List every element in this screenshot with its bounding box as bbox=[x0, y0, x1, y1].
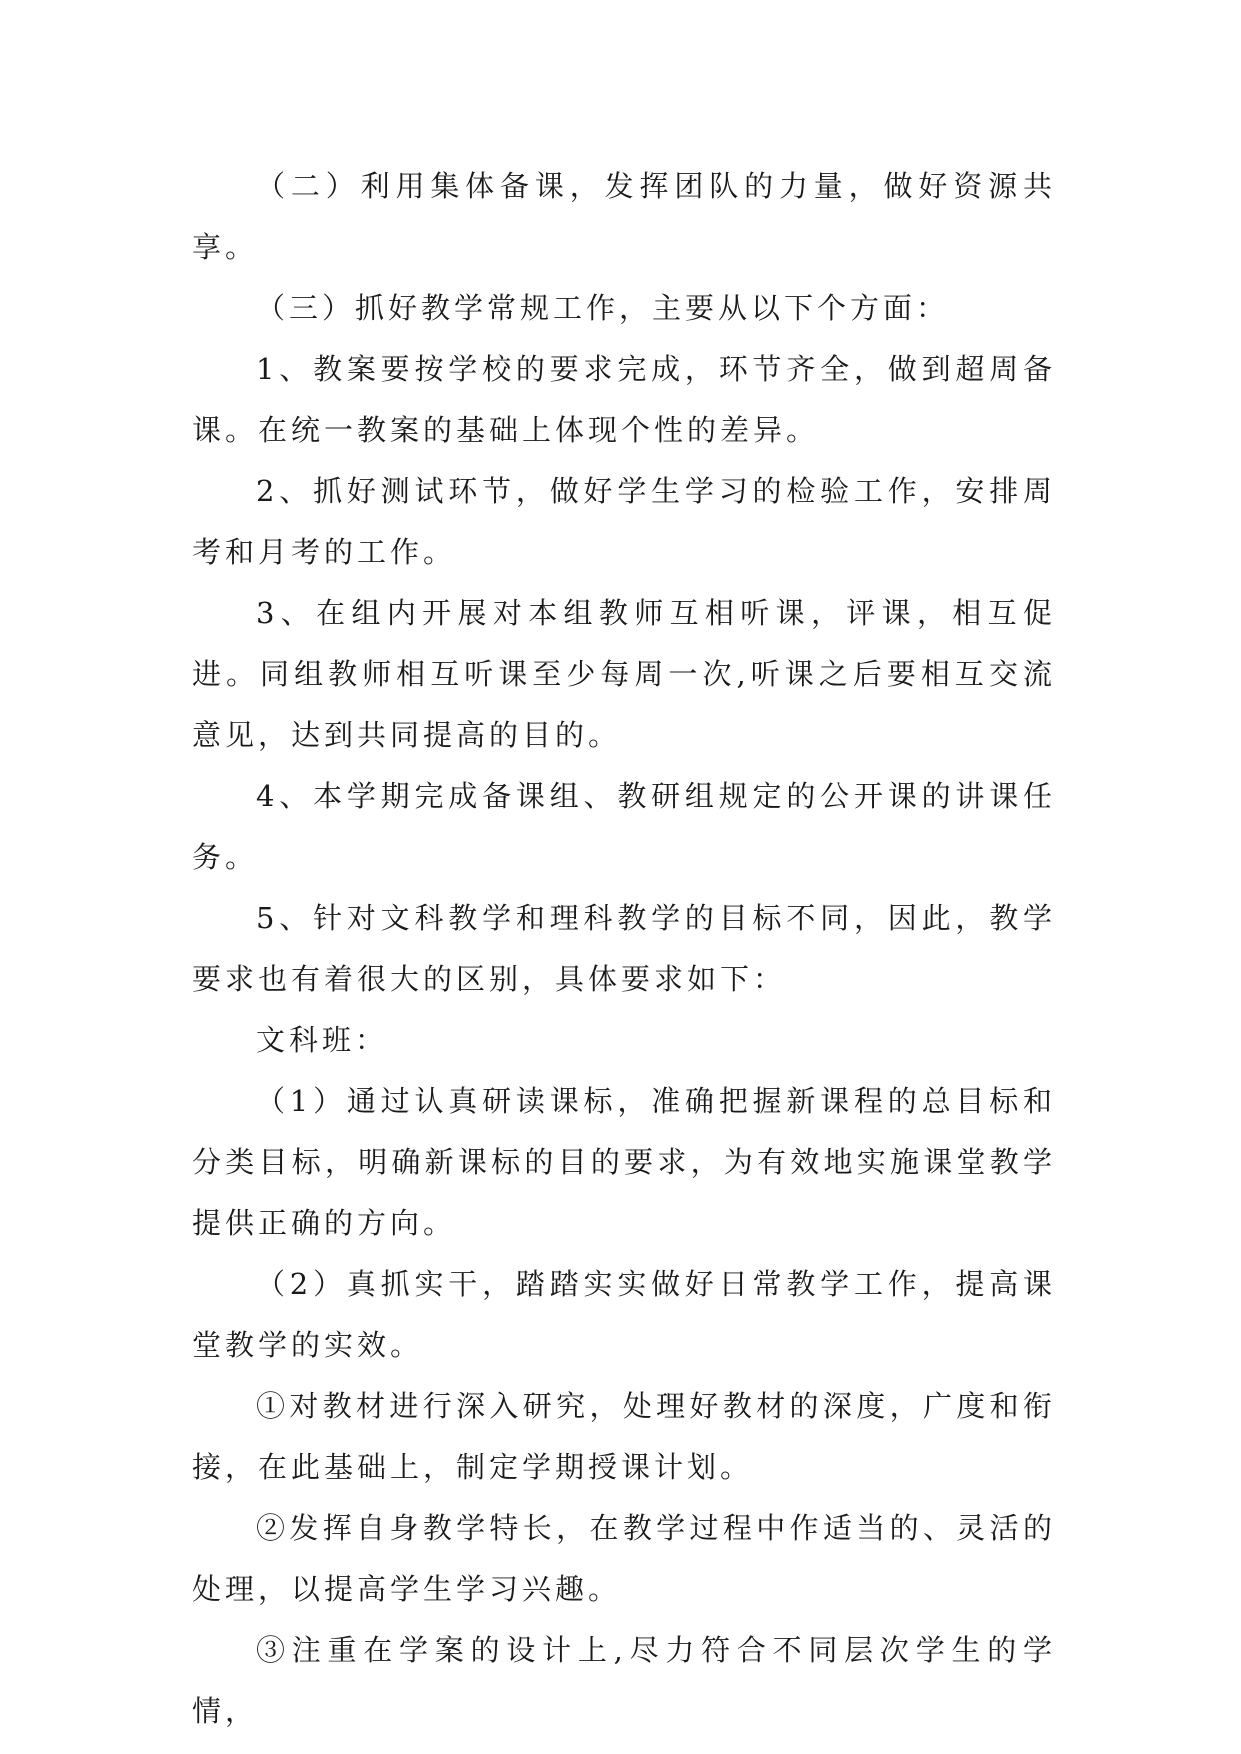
paragraph-item-4-open-lessons: 4、本学期完成备课组、教研组规定的公开课的讲课任务。 bbox=[192, 779, 1056, 874]
paragraph-arts-class-heading: 文科班： bbox=[256, 1023, 389, 1057]
paragraph-item-2-testing: 2、抓好测试环节，做好学生学习的检验工作，安排周考和月考的工作。 bbox=[192, 474, 1056, 569]
paragraph-item-1-lesson-plans: 1、教案要按学校的要求完成，环节齐全，做到超周备课。在统一教案的基础上体现个性的差异。 bbox=[192, 352, 1056, 447]
paragraph-circled-2-strengths: ②发挥自身教学特长，在教学过程中作适当的、灵活的处理，以提高学生学习兴趣。 bbox=[192, 1511, 1056, 1606]
paragraph-collective-lesson-prep: （二）利用集体备课，发挥团队的力量，做好资源共享。 bbox=[192, 169, 1056, 264]
paragraph-teaching-routine: （三）抓好教学常规工作，主要从以下个方面： bbox=[256, 291, 950, 325]
paragraph-item-3-peer-observation: 3、在组内开展对本组教师互相听课，评课，相互促进。同组教师相互听课至少每周一次,听课之后要相互交流意见，达到共同提高的目的。 bbox=[192, 596, 1056, 752]
document-page bbox=[192, 156, 1056, 1742]
paragraph-circled-1-textbook: ①对教材进行深入研究，处理好教材的深度，广度和衔接，在此基础上，制定学期授课计划。 bbox=[192, 1389, 1056, 1484]
paragraph-circled-3-study-plan: ③注重在学案的设计上,尽力符合不同层次学生的学情， bbox=[192, 1633, 1056, 1728]
paragraph-item-5-arts-science: 5、针对文科教学和理科教学的目标不同，因此，教学要求也有着很大的区别，具体要求如下： bbox=[192, 901, 1056, 996]
paragraph-sub-1-curriculum: （1）通过认真研读课标，准确把握新课程的总目标和分类目标，明确新课标的目的要求，为有效地实施课堂教学提供正确的方向。 bbox=[192, 1084, 1056, 1240]
paragraph-sub-2-daily-teaching: （2）真抓实干，踏踏实实做好日常教学工作，提高课堂教学的实效。 bbox=[192, 1267, 1056, 1362]
